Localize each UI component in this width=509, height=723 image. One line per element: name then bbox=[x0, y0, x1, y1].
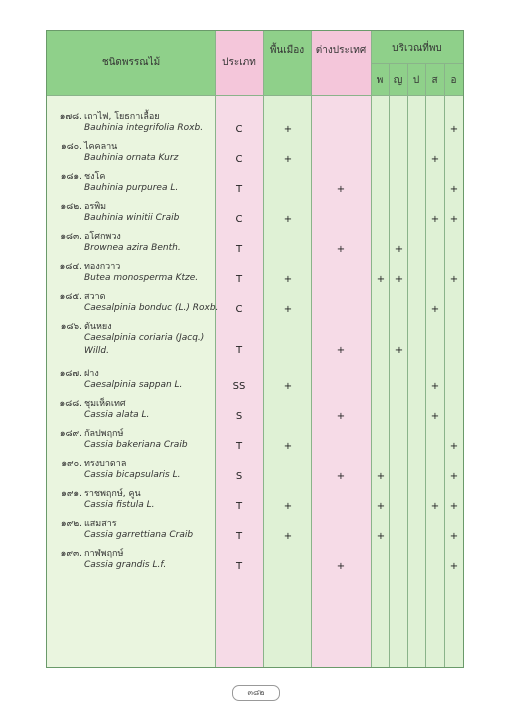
type-cell: C bbox=[235, 124, 243, 135]
type-cell: C bbox=[235, 304, 243, 315]
exotic-cell: + bbox=[336, 244, 346, 255]
region-cell: + bbox=[394, 274, 404, 285]
thai-name: ชุมเห็ดเทศ bbox=[84, 399, 126, 409]
scientific-name: Caesalpinia bonduc (L.) Roxb. bbox=[84, 303, 219, 313]
region-cell: + bbox=[430, 501, 440, 512]
exotic-cell: + bbox=[336, 411, 346, 422]
native-cell: + bbox=[283, 441, 293, 452]
thai-name: ไคคลาน bbox=[84, 142, 118, 152]
row-number: ๑๘๗. bbox=[59, 369, 82, 379]
row-number: ๑๘๖. bbox=[60, 322, 82, 332]
region-header: ป bbox=[412, 75, 420, 86]
type-cell: T bbox=[235, 274, 243, 285]
region-header: พ bbox=[376, 75, 384, 86]
thai-name: ฝาง bbox=[84, 369, 99, 379]
species-table bbox=[46, 30, 464, 668]
scientific-name: Cassia garrettiana Craib bbox=[84, 530, 194, 540]
region-cell: + bbox=[449, 124, 459, 135]
scientific-name: Cassia alata L. bbox=[84, 410, 150, 420]
region-header: ส bbox=[431, 75, 438, 86]
thai-name: ชงโค bbox=[84, 172, 106, 182]
row-number: ๑๘๙. bbox=[59, 429, 82, 439]
thai-name: ราชพฤกษ์, คูน bbox=[84, 489, 141, 499]
thai-name: ทรงบาดาล bbox=[84, 459, 127, 469]
divider bbox=[371, 63, 463, 64]
type-cell: T bbox=[235, 441, 243, 452]
row-number: ๑๘๓. bbox=[60, 232, 82, 242]
region-header: ญ bbox=[393, 75, 403, 86]
region-cell: + bbox=[376, 501, 386, 512]
thai-name: สวาด bbox=[84, 292, 106, 302]
divider bbox=[389, 63, 390, 667]
region-cell: + bbox=[449, 471, 459, 482]
region-cell: + bbox=[449, 531, 459, 542]
region-cell: + bbox=[376, 471, 386, 482]
region-cell: + bbox=[449, 214, 459, 225]
native-cell: + bbox=[283, 531, 293, 542]
divider bbox=[444, 63, 445, 667]
type-cell: T bbox=[235, 561, 243, 572]
species-header: ชนิดพรรณไม้ bbox=[101, 57, 161, 68]
type-cell: T bbox=[235, 244, 243, 255]
row-number: ๑๘๔. bbox=[59, 262, 82, 272]
region-cell: + bbox=[430, 411, 440, 422]
type-cell: C bbox=[235, 154, 243, 165]
divider bbox=[311, 31, 312, 667]
thai-name: แสมสาร bbox=[84, 519, 117, 529]
type-cell: T bbox=[235, 501, 243, 512]
scientific-name: Cassia bakeriana Craib bbox=[84, 440, 188, 450]
exotic-header-bg bbox=[311, 31, 371, 95]
region-cell: + bbox=[430, 304, 440, 315]
exotic-cell: + bbox=[336, 471, 346, 482]
divider bbox=[407, 63, 408, 667]
region-cell: + bbox=[449, 441, 459, 452]
divider bbox=[425, 63, 426, 667]
thai-name: อรพิม bbox=[84, 202, 107, 212]
row-number: ๑๙๐. bbox=[61, 459, 82, 469]
native-header: พื้นเมือง bbox=[269, 45, 305, 56]
region-cell: + bbox=[376, 274, 386, 285]
region-cell: + bbox=[430, 214, 440, 225]
exotic-cell: + bbox=[336, 345, 346, 356]
thai-name: กาฬพฤกษ์ bbox=[84, 549, 124, 559]
native-cell: + bbox=[283, 304, 293, 315]
exotic-cell: + bbox=[336, 561, 346, 572]
region-cell: + bbox=[449, 274, 459, 285]
exotic-header: ต่างประเทศ bbox=[315, 45, 367, 56]
thai-name: กัลปพฤกษ์ bbox=[84, 429, 124, 439]
scientific-name: Bauhinia ornata Kurz bbox=[84, 153, 179, 163]
row-number: ๑๙๑. bbox=[61, 489, 82, 499]
region-cell: + bbox=[449, 561, 459, 572]
type-cell: SS bbox=[232, 381, 246, 392]
scientific-name: Cassia fistula L. bbox=[84, 500, 155, 510]
exotic-cell: + bbox=[336, 184, 346, 195]
divider bbox=[47, 95, 463, 96]
scientific-name: Caesalpinia coriaria (Jacq.) Willd. bbox=[84, 333, 205, 356]
region-cell: + bbox=[376, 531, 386, 542]
row-number: ๑๘๒. bbox=[60, 202, 82, 212]
native-cell: + bbox=[283, 381, 293, 392]
region-header: อ bbox=[450, 75, 457, 86]
page-number: ๓๘๒ bbox=[232, 685, 280, 701]
region-cell: + bbox=[430, 381, 440, 392]
thai-name: เถาไฟ, โยธกาเลื้อย bbox=[84, 112, 160, 122]
type-cell: S bbox=[235, 471, 243, 482]
type-cell: C bbox=[235, 214, 243, 225]
scientific-name: Cassia grandis L.f. bbox=[84, 560, 167, 570]
native-cell: + bbox=[283, 124, 293, 135]
row-number: ๑๘๕. bbox=[59, 292, 82, 302]
divider bbox=[263, 31, 264, 667]
scientific-name: Cassia bicapsularis L. bbox=[84, 470, 181, 480]
native-cell: + bbox=[283, 501, 293, 512]
row-number: ๑๘๑. bbox=[60, 172, 82, 182]
scientific-name: Butea monosperma Ktze. bbox=[84, 273, 199, 283]
type-cell: T bbox=[235, 184, 243, 195]
scientific-name: Brownea azira Benth. bbox=[84, 243, 181, 253]
region-cell: + bbox=[394, 244, 404, 255]
region-cell: + bbox=[430, 154, 440, 165]
scientific-name: Bauhinia purpurea L. bbox=[84, 183, 179, 193]
row-number: ๑๙๒. bbox=[60, 519, 82, 529]
native-cell: + bbox=[283, 154, 293, 165]
type-header: ประเภท bbox=[222, 57, 256, 68]
type-cell: T bbox=[235, 345, 243, 356]
scientific-name: Caesalpinia sappan L. bbox=[84, 380, 183, 390]
thai-name: อโศกพวง bbox=[84, 232, 121, 242]
scientific-name: Bauhinia winitii Craib bbox=[84, 213, 180, 223]
thai-name: ทองกวาว bbox=[84, 262, 121, 272]
region-cell: + bbox=[394, 345, 404, 356]
row-number: ๑๘๐. bbox=[60, 142, 82, 152]
thai-name: ตันหยง bbox=[84, 322, 112, 332]
row-number: ๑๙๓. bbox=[60, 549, 82, 559]
region-cell: + bbox=[449, 184, 459, 195]
type-cell: S bbox=[235, 411, 243, 422]
row-number: ๑๗๘. bbox=[59, 112, 82, 122]
native-cell: + bbox=[283, 214, 293, 225]
native-cell: + bbox=[283, 274, 293, 285]
scientific-name: Bauhinia integrifolia Roxb. bbox=[84, 123, 204, 133]
divider bbox=[371, 31, 372, 667]
type-cell: T bbox=[235, 531, 243, 542]
area-header: บริเวณที่พบ bbox=[392, 43, 442, 54]
region-cell: + bbox=[449, 501, 459, 512]
row-number: ๑๘๘. bbox=[59, 399, 82, 409]
